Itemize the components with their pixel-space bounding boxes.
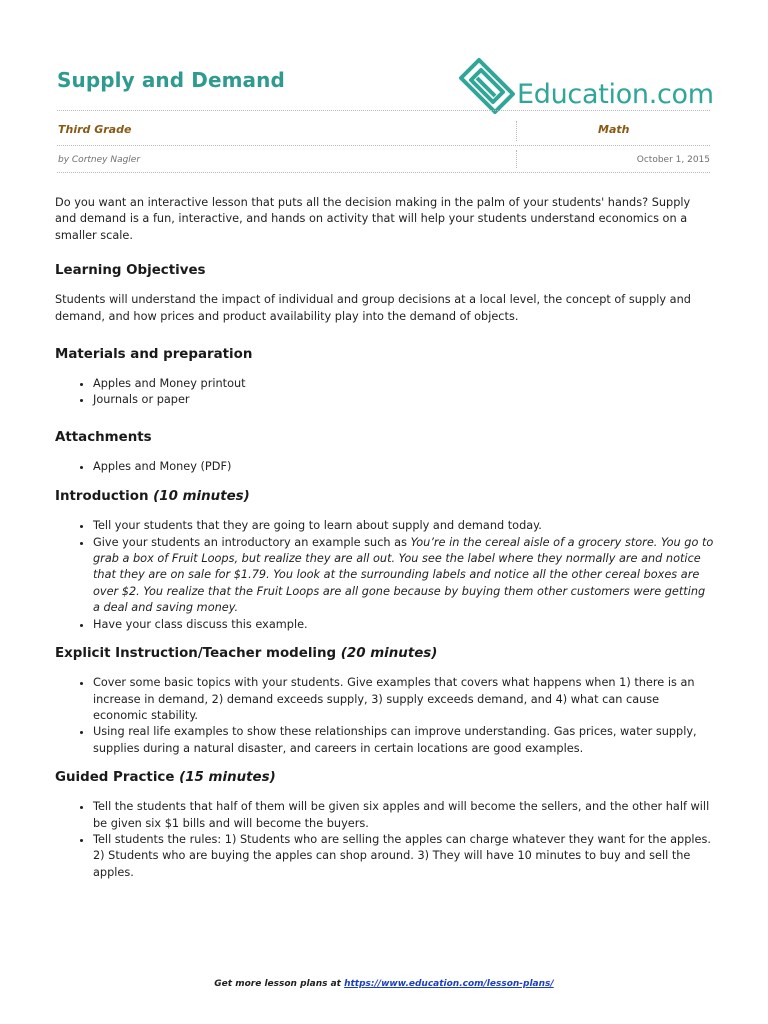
guided-practice-heading — [55, 769, 715, 787]
explicit-instruction-list — [55, 675, 715, 757]
paperclip-logo-icon — [455, 56, 517, 114]
education-com-logo[interactable] — [455, 56, 715, 114]
attachment-link[interactable]: • Apples and Money (PDF) — [93, 459, 715, 475]
learning-objectives-heading: Learning Objectives — [55, 263, 206, 279]
header-divider-bottom — [57, 172, 710, 173]
list-item: • Tell students the rules: 1) Students who are selling the apples can charge whatever they want for the apples. 2) Students who are buying the apples can shop around. 3) They will have 10 minutes to buy and sell the apples. — [93, 832, 715, 881]
example-scenario-text: You’re in the cereal aisle of a grocery store. You go to grab a box of Fruit Loops, but realize they are all out. You see the label where they normally are and notice that they are on sale for $1.79. You look at the surrounding labels and notice all the other cereal boxes are over $2. You realize that the Fruit Loops are all gone because by buying them other customers were getting a deal and saving money. — [93, 535, 714, 615]
subject-label: Math — [598, 123, 630, 136]
list-item: • Cover some basic topics with your students. Give examples that covers what happens when 1) there is an increase in demand, 2) demand exceeds supply, 3) supply exceeds demand, and 4) what can cause economic stability. — [93, 675, 715, 724]
materials-heading: Materials and preparation — [55, 347, 253, 363]
introduction-heading-label: Introduction — [55, 489, 149, 505]
attachments-heading: Attachments — [55, 429, 152, 445]
lesson-plans-link[interactable]: https://www.education.com/lesson-plans/ — [344, 979, 554, 989]
lesson-body — [55, 195, 715, 881]
list-item: • Have your class discuss this example. — [93, 617, 715, 633]
explicit-instruction-heading-label: Explicit Instruction/Teacher modeling — [55, 646, 337, 662]
page-title: Supply and Demand — [57, 68, 285, 92]
introduction-list — [55, 518, 715, 633]
list-item: • Apples and Money printout — [93, 376, 715, 392]
footer — [0, 979, 768, 989]
attachments-list — [55, 459, 715, 475]
example-lead-text: Give your students an introductory an example such as — [93, 535, 411, 549]
grade-label: Third Grade — [58, 123, 132, 136]
header-divider-top — [57, 110, 710, 111]
guided-practice-list — [55, 799, 715, 881]
header-divider-vertical-2 — [516, 150, 517, 168]
guided-practice-heading-time: (15 minutes) — [179, 770, 276, 786]
list-item: • Using real life examples to show these relationships can improve understanding. Gas prices, water supply, supplies during a natural disaster, and careers in certain locations are good examples. — [93, 724, 715, 757]
learning-objectives-text: Students will understand the impact of individual and group decisions at a local level, the concept of supply and demand, and how prices and product availability play into the demand of objects. — [55, 293, 691, 323]
explicit-instruction-heading-time: (20 minutes) — [340, 646, 438, 662]
date-label: October 1, 2015 — [636, 155, 710, 165]
introduction-heading — [55, 488, 715, 506]
intro-paragraph: Do you want an interactive lesson that puts all the decision making in the palm of your students' hands? Supply and demand is a fun, interactive, and hands on activity that will help your students understand economics on a smaller scale. — [55, 196, 691, 242]
footer-lead-text: Get more lesson plans at — [214, 979, 345, 989]
list-item: • Journals or paper — [93, 392, 715, 408]
explicit-instruction-heading — [55, 645, 715, 663]
author-label: by Cortney Nagler — [58, 155, 141, 165]
list-item: • Tell your students that they are going to learn about supply and demand today. — [93, 518, 715, 534]
list-item — [93, 535, 715, 617]
list-item: • Tell the students that half of them will be given six apples and will become the sellers, and the other half will be given six $1 bills and will become the buyers. — [93, 799, 715, 832]
introduction-heading-time: (10 minutes) — [153, 489, 250, 505]
materials-list — [55, 376, 715, 409]
header-divider-vertical-1 — [516, 121, 517, 141]
header-divider-middle — [57, 145, 710, 146]
guided-practice-heading-label: Guided Practice — [55, 770, 175, 786]
logo-text: Education.com — [517, 79, 714, 110]
